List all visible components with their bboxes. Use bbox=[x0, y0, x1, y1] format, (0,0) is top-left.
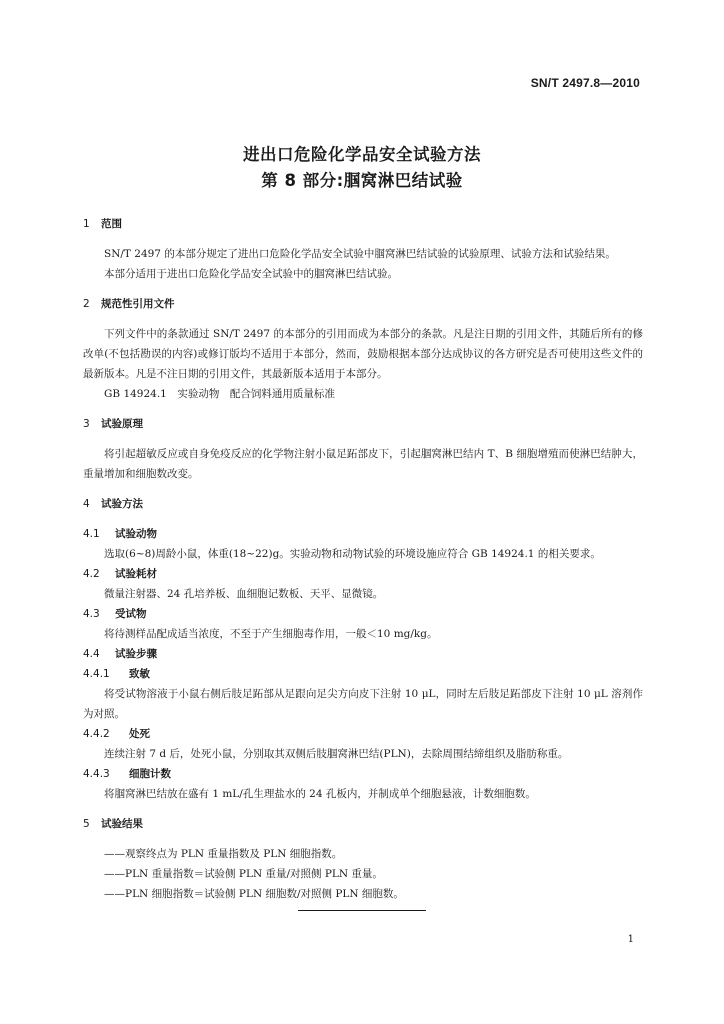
section-4-4-heading bbox=[83, 644, 643, 664]
section-title: 细胞计数 bbox=[129, 768, 171, 780]
section-number: 1 bbox=[83, 218, 90, 230]
section-number: 4.2 bbox=[83, 568, 100, 580]
section-4-4-2-heading bbox=[83, 724, 643, 744]
section-4-1-heading bbox=[83, 524, 643, 544]
section-number: 2 bbox=[83, 298, 90, 310]
result-item-3: ——PLN 细胞指数＝试验侧 PLN 细胞数/对照侧 PLN 细胞数。 bbox=[104, 888, 404, 900]
section-number: 4 bbox=[83, 498, 90, 510]
section-title: 范围 bbox=[101, 218, 122, 230]
section-4-4-1-paragraph: 将受试物溶液于小鼠右侧后肢足跖部从足跟向足尖方向皮下注射 10 μL，同时左后肢足跖部皮下注射 10 μL 溶剂作为对照。 bbox=[83, 688, 643, 720]
section-5-heading bbox=[83, 814, 643, 834]
section-number: 4.1 bbox=[83, 528, 100, 540]
section-4-4-1-heading bbox=[83, 664, 643, 684]
section-title: 试验方法 bbox=[101, 498, 143, 510]
section-4-2-paragraph: 微量注射器、24 孔培养板、血细胞记数板、天平、显微镜。 bbox=[104, 588, 384, 600]
section-title: 致敏 bbox=[129, 668, 150, 680]
section-title: 试验原理 bbox=[101, 418, 143, 430]
section-2-reference: GB 14924.1 实验动物 配合饲料通用质量标准 bbox=[104, 388, 335, 400]
section-4-4-3-heading bbox=[83, 764, 643, 784]
end-rule bbox=[298, 910, 426, 911]
page-number: 1 bbox=[627, 934, 634, 945]
section-4-4-2-paragraph: 连续注射 7 d 后，处死小鼠，分别取其双侧后肢腘窝淋巴结(PLN)，去除周围结缔组织及脂肪称重。 bbox=[104, 748, 569, 760]
section-title: 处死 bbox=[129, 728, 150, 740]
section-3-heading bbox=[83, 414, 643, 434]
section-title: 受试物 bbox=[115, 608, 147, 620]
section-2-paragraph-1: 下列文件中的条款通过 SN/T 2497 的本部分的引用而成为本部分的条款。凡是注日期的引用文件，其随后所有的修改单(不包括勘误的内容)或修订版均不适用于本部分，然而，鼓励根据本部分达成协议的各方研究是否可使用这些文件的最新版本。凡是不注日期的引用文件，其最新版本适用于本部分。 bbox=[83, 328, 643, 380]
section-number: 5 bbox=[83, 818, 90, 830]
section-4-4-3-paragraph: 将腘窝淋巴结放在盛有 1 mL/孔生理盐水的 24 孔板内，并制成单个细胞悬液，计数细胞数。 bbox=[104, 788, 536, 800]
section-number: 4.3 bbox=[83, 608, 100, 620]
section-title: 试验耗材 bbox=[115, 568, 157, 580]
section-4-2-heading bbox=[83, 564, 643, 584]
section-title: 试验步骤 bbox=[115, 648, 157, 660]
result-item-1: ——观察终点为 PLN 重量指数及 PLN 细胞指数。 bbox=[104, 848, 343, 860]
section-3-paragraph-1: 将引起超敏反应或自身免疫反应的化学物注射小鼠足跖部皮下，引起腘窝淋巴结内 T、B 细胞增殖而使淋巴结肿大，重量增加和细胞数改变。 bbox=[83, 448, 643, 480]
section-title: 试验结果 bbox=[101, 818, 143, 830]
section-1-heading bbox=[83, 214, 643, 234]
section-4-heading bbox=[83, 494, 643, 514]
result-item-2: ——PLN 重量指数＝试验侧 PLN 重量/对照侧 PLN 重量。 bbox=[104, 868, 383, 880]
section-4-3-heading bbox=[83, 604, 643, 624]
document-title bbox=[0, 142, 724, 194]
title-line-1: 进出口危险化学品安全试验方法 bbox=[243, 145, 481, 164]
section-4-3-paragraph: 将待测样品配成适当浓度，不至于产生细胞毒作用，一般＜10 mg/kg。 bbox=[104, 628, 438, 640]
section-title: 规范性引用文件 bbox=[101, 298, 175, 310]
section-number: 4.4 bbox=[83, 648, 100, 660]
section-title: 试验动物 bbox=[115, 528, 157, 540]
section-1-paragraph-2: 本部分适用于进出口危险化学品安全试验中的腘窝淋巴结试验。 bbox=[104, 268, 398, 280]
section-number: 4.4.1 bbox=[83, 668, 110, 680]
section-number: 4.4.2 bbox=[83, 728, 110, 740]
standard-code: SN/T 2497.8—2010 bbox=[530, 76, 640, 90]
section-number: 4.4.3 bbox=[83, 768, 110, 780]
section-number: 3 bbox=[83, 418, 90, 430]
section-1-paragraph-1: SN/T 2497 的本部分规定了进出口危险化学品安全试验中腘窝淋巴结试验的试验原理、试验方法和试验结果。 bbox=[104, 248, 616, 260]
document-body bbox=[83, 214, 643, 904]
title-line-2: 第 8 部分:腘窝淋巴结试验 bbox=[261, 171, 463, 190]
section-2-heading bbox=[83, 294, 643, 314]
section-4-1-paragraph: 选取(6~8)周龄小鼠，体重(18~22)g。实验动物和动物试验的环境设施应符合 GB 14924.1 的相关要求。 bbox=[104, 548, 601, 560]
